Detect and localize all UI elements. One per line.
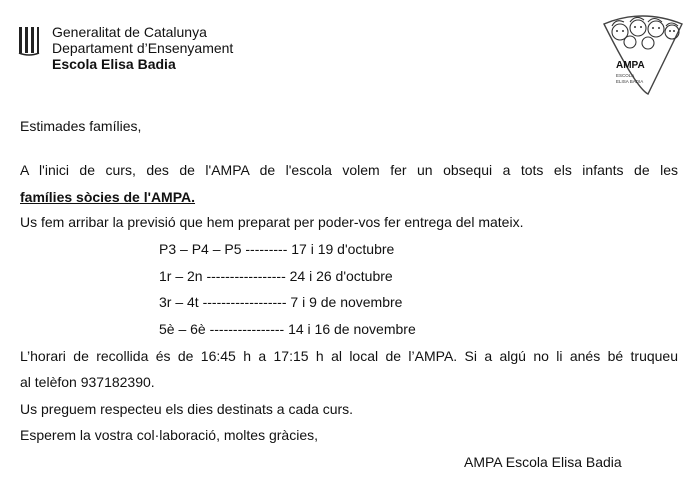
- logo-subtitle-name: ELISA BADIA: [616, 79, 644, 84]
- signature: AMPA Escola Elisa Badia: [464, 454, 622, 470]
- logo-subtitle-school: ESCOLA: [616, 73, 635, 78]
- intro-line-1: A l'inici de curs, des de l'AMPA de l'escola volem fer un obsequi a tots els infants de les: [20, 162, 678, 178]
- schedule-item-3r-4t: 3r – 4t ------------------ 7 i 9 de novembre: [159, 294, 403, 310]
- intro-line-2: [20, 189, 195, 205]
- ampa-logo: [596, 10, 688, 96]
- request-line: Us preguem respecteu els dies destinats a cada curs.: [20, 401, 354, 417]
- schedule-item-1r-2n: 1r – 2n ----------------- 24 i 26 d'octubre: [159, 268, 393, 284]
- header-department: Departament d’Ensenyament: [52, 40, 234, 56]
- greeting: Estimades famílies,: [20, 118, 142, 134]
- closing-line: Esperem la vostra col·laboració, moltes gràcies,: [20, 427, 319, 443]
- generalitat-seal-icon: [18, 26, 40, 56]
- header-institution: Generalitat de Catalunya: [52, 24, 207, 40]
- logo-title: AMPA: [616, 60, 645, 71]
- schedule-item-5e-6e: 5è – 6è ---------------- 14 i 16 de novembre: [159, 321, 416, 337]
- hours-line-2: al telèfon 937182390.: [20, 374, 155, 390]
- schedule-item-p3-p5: P3 – P4 – P5 --------- 17 i 19 d'octubre: [159, 241, 395, 257]
- intro-line-3: Us fem arribar la previsió que hem preparat per poder-vos fer entrega del mateix.: [20, 214, 524, 230]
- hours-line-1: L’horari de recollida és de 16:45 h a 17:15 h al local de l’AMPA. Si a algú no li anés bé truqueu: [20, 348, 678, 364]
- header-school: Escola Elisa Badia: [52, 56, 176, 72]
- intro-emphasis: famílies sòcies de l'AMPA.: [20, 189, 196, 205]
